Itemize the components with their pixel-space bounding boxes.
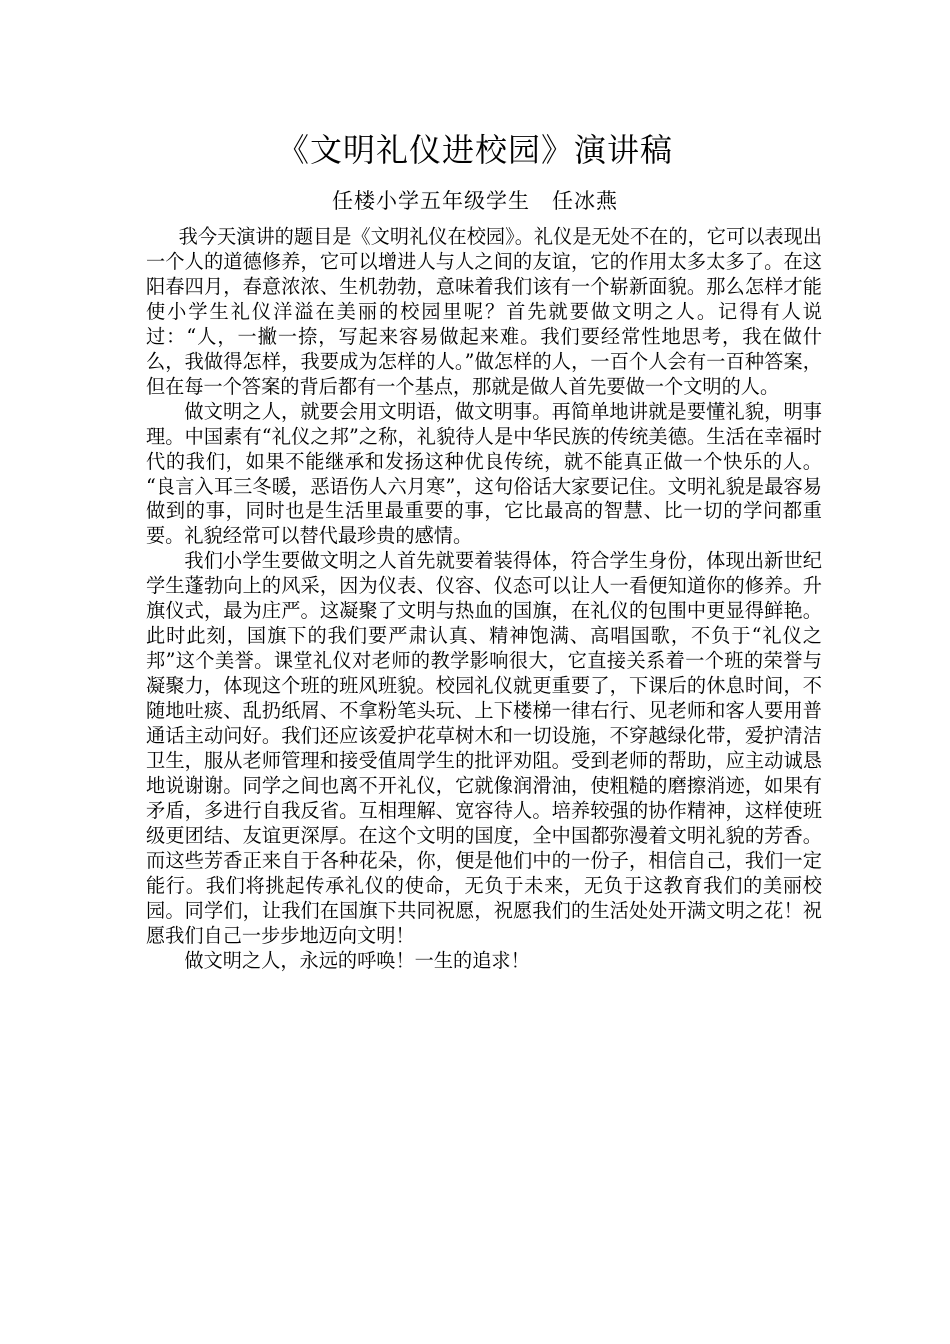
page-title: 《文明礼仪进校园》演讲稿 (276, 131, 673, 169)
paragraph: 我今天演讲的题目是《文明礼仪在校园》。礼仪是无处不在的，它可以表现出一个人的道德修养，它可以增进人与人之间的友谊，它的作用太多太多了。在这阳春四月，春意浓浓、生机勃勃，意味着我们该有一个崭新面貌。那么怎样才能使小学生礼仪洋溢在美丽的校园里呢？首先就要做文明之人。记得有人说过：“人，一撇一捺，写起来容易做起来难。我们要经常性地思考，我在做什么，我做得怎样，我要成为怎样的人。”做怎样的人，一百个人会有一百种答案，但在每一个答案的背后都有一个基点，那就是做人首先要做一个文明的人。 (146, 225, 822, 398)
author-line (0, 186, 950, 216)
paragraph: 做文明之人，就要会用文明语，做文明事。再简单地讲就是要懂礼貌，明事理。中国素有“礼仪之邦”之称，礼貌待人是中华民族的传统美德。生活在幸福时代的我们，如果不能继承和发扬这种优良传统，就不能真正做一个快乐的人。 “良言入耳三冬暖，恶语伤人六月寒”，这句俗话大家要记住。文明礼貌是最容易做到的事，同时也是生活里最重要的事，它比最高的智慧、比一切的学问都重要。礼貌经常可以替代最珍贵的感情。 (146, 399, 822, 548)
paragraph: 我们小学生要做文明之人首先就要着装得体，符合学生身份，体现出新世纪学生蓬勃向上的风采，因为仪表、仪容、仪态可以让人一看便知道你的修养。升旗仪式，最为庄严。这凝聚了文明与热血的国旗，在礼仪的包围中更显得鲜艳。此时此刻，国旗下的我们要严肃认真、精神饱满、高唱国歌，不负于“礼仪之邦”这个美誉。课堂礼仪对老师的教学影响很大，它直接关系着一个班的荣誉与凝聚力，体现这个班的班风班貌。校园礼仪就更重要了，下课后的休息时间，不随地吐痰、乱扔纸屑、不拿粉笔头玩、上下楼梯一律右行、见老师和客人要用普通话主动问好。我们还应该爱护花草树木和一切设施，不穿越绿化带，爱护清洁卫生，服从老师管理和接受值周学生的批评劝阻。受到老师的帮助，应主动诚恳地说谢谢。同学之间也离不开礼仪，它就像润滑油，使粗糙的磨擦消迹，如果有矛盾，多进行自我反省。互相理解、宽容待人。培养较强的协作精神，这样使班级更团结、友谊更深厚。在这个文明的国度，全中国都弥漫着文明礼貌的芳香。而这些芳香正来自于各种花朵，你，便是他们中的一份子，相信自己，我们一定能行。我们将挑起传承礼仪的使命，无负于未来，无负于这教育我们的美丽校园。同学们，让我们在国旗下共同祝愿，祝愿我们的生活处处开满文明之花！祝愿我们自己一步步地迈向文明！ (146, 549, 822, 947)
paragraph: 做文明之人，永远的呼唤！一生的追求！ (184, 948, 530, 972)
speech-body (146, 225, 822, 974)
author-name: 任冰燕 (552, 189, 618, 213)
author-school: 任楼小学五年级学生 (332, 189, 530, 213)
